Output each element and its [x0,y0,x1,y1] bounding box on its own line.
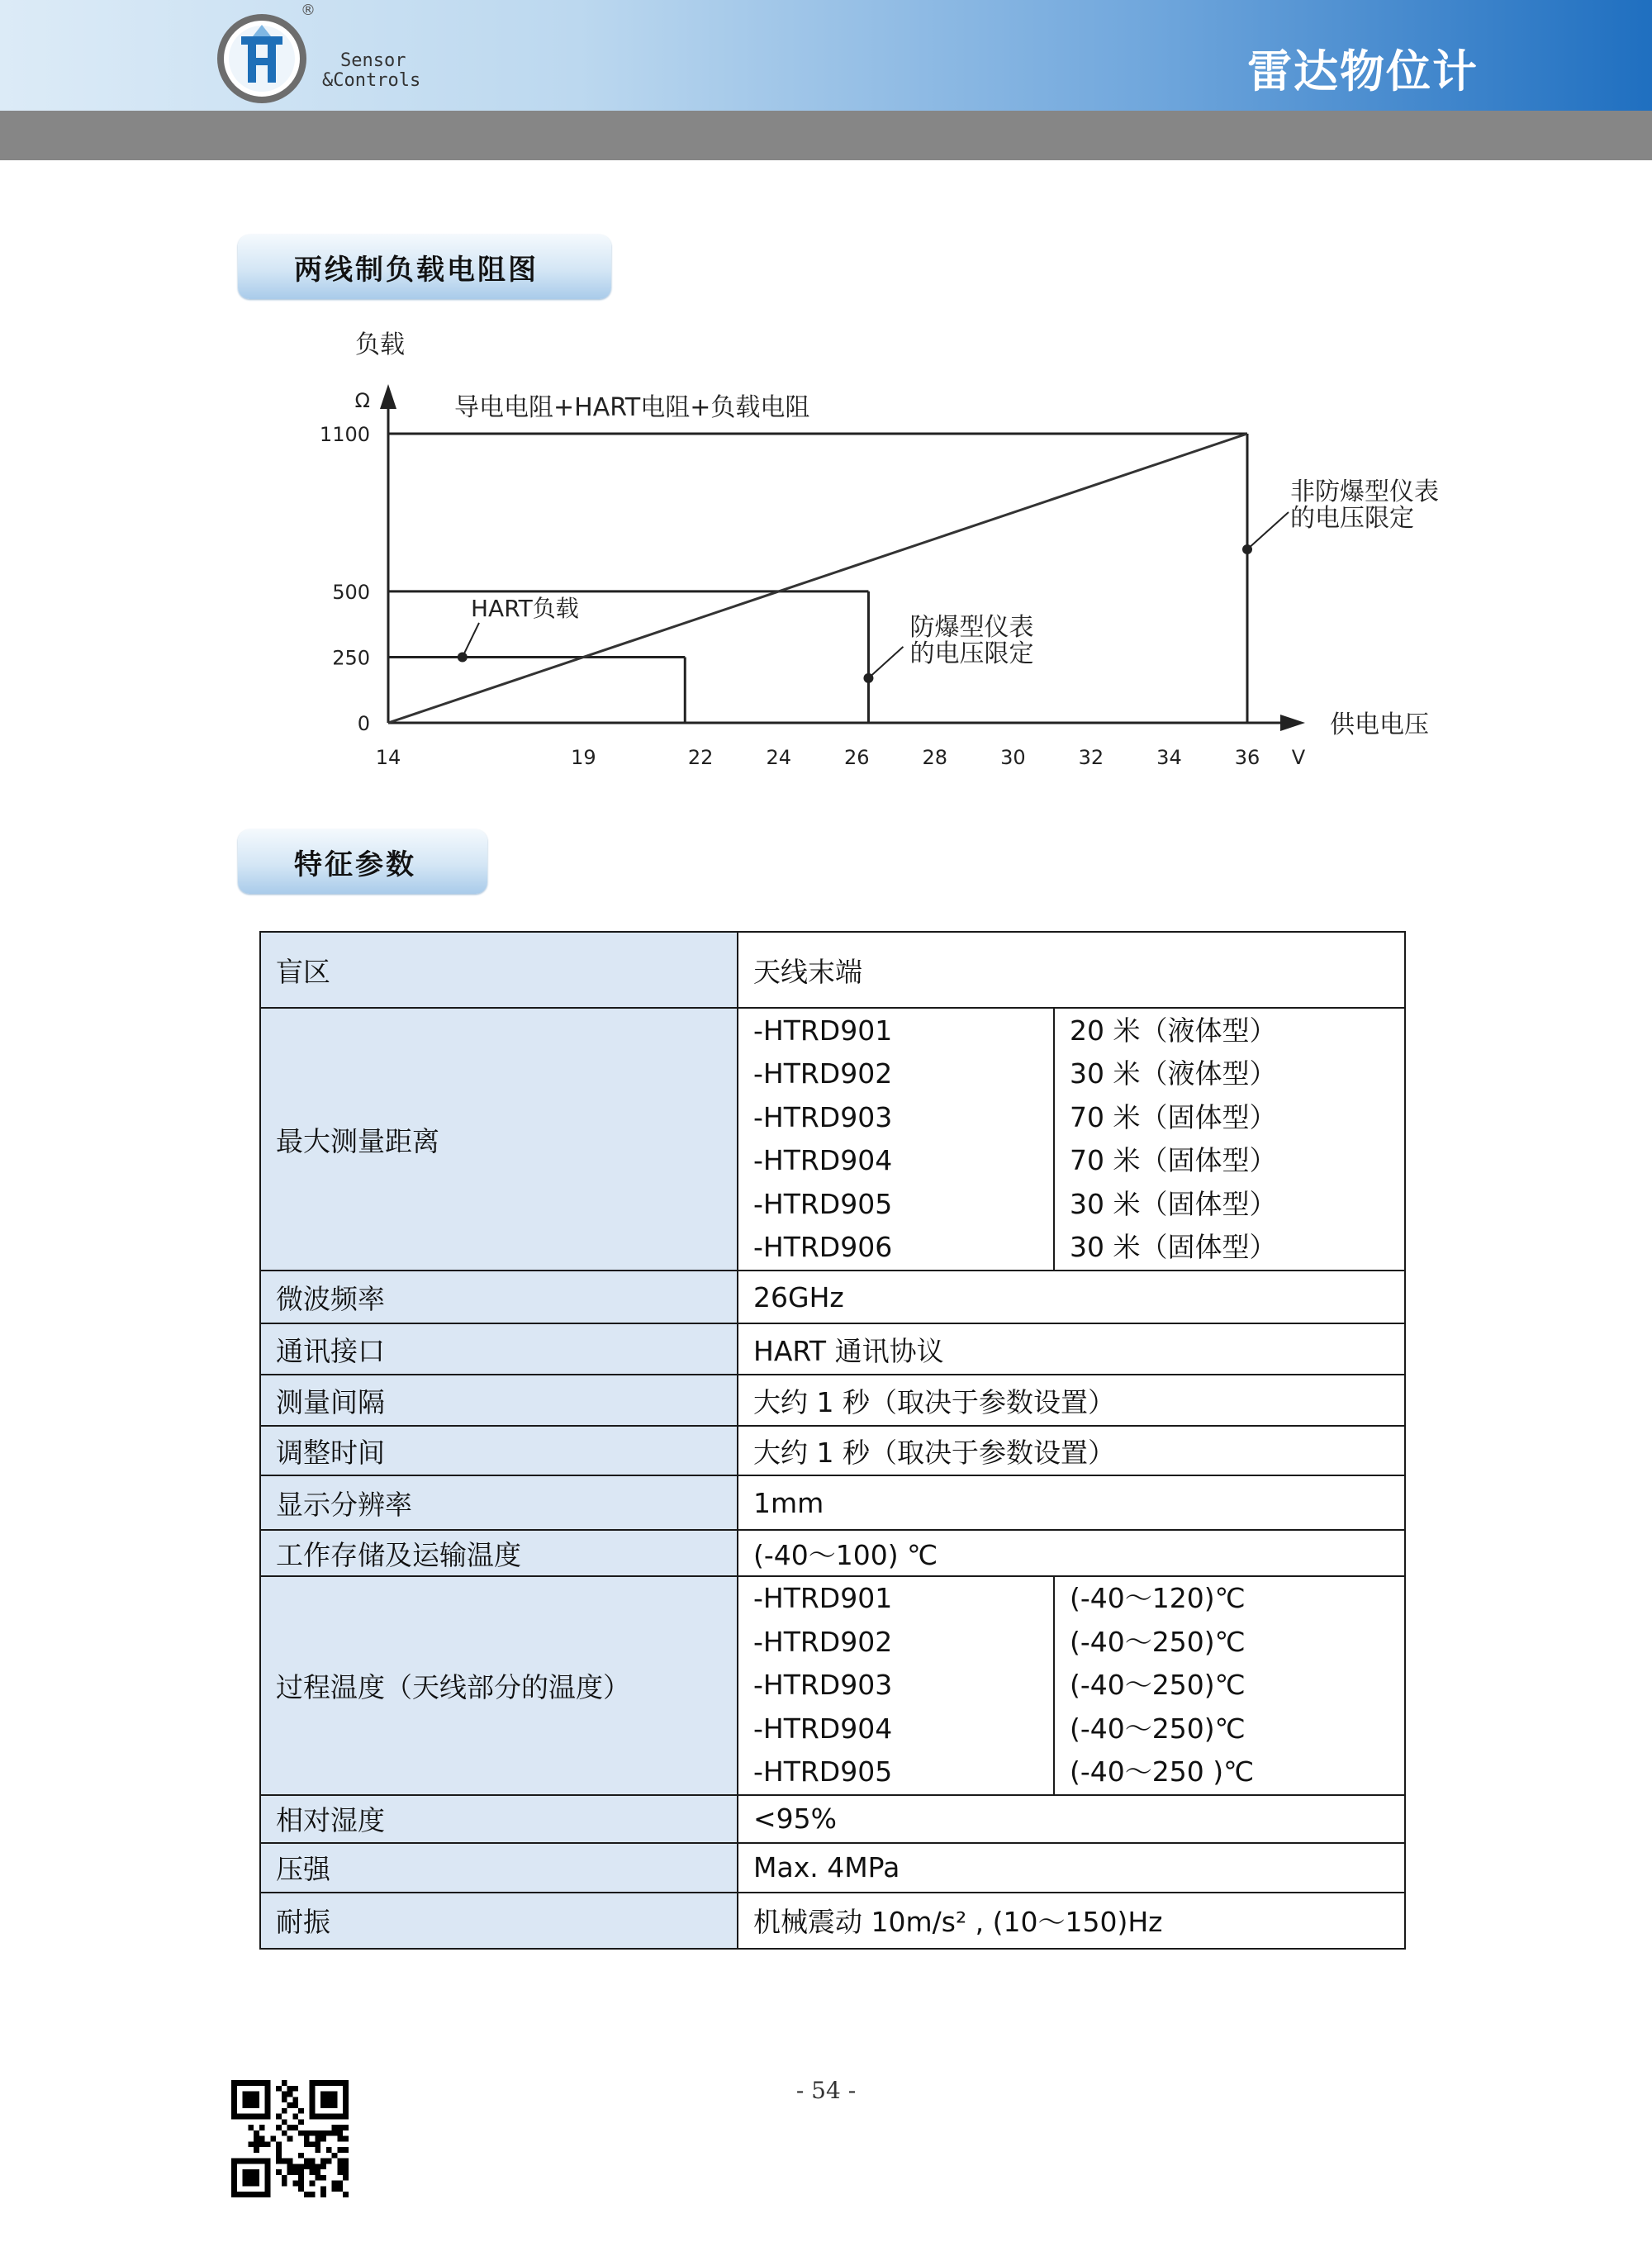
qr-module [310,2192,316,2197]
model-code: -HTRD905 [753,1755,893,1788]
table-row-frequency [260,1271,1405,1323]
section-heading-features: 特征参数 [238,829,487,894]
range-value: 30 米（固体型） [1070,1187,1277,1220]
qr-module [292,2181,298,2187]
process-temp-models [738,1576,1054,1795]
temp-value: (-40～250)℃ [1070,1669,1246,1701]
page-title: 雷达物位计 [1247,45,1479,97]
x-axis-unit: V [1291,746,1306,769]
qr-module [276,2114,282,2120]
company-logo-icon [216,13,307,104]
ex-limit-leader [868,647,903,678]
qr-module [310,2181,316,2187]
table-row-pressure [260,1843,1405,1893]
qr-module [332,2186,338,2192]
spec-label: 盲区 [260,932,738,1008]
qr-module [320,2130,326,2136]
x-axis-label: 供电电压 [1330,710,1429,739]
qr-module [315,2130,320,2136]
table-row-resolution [260,1475,1405,1530]
spec-value: 26GHz [738,1271,1405,1323]
qr-module [298,2186,304,2192]
spec-value: HART 通讯协议 [738,1323,1405,1375]
qr-module [259,2125,265,2130]
qr-module [320,2175,326,2181]
qr-module [298,2130,304,2136]
qr-module [326,2130,332,2136]
max-range-models [738,1008,1054,1271]
qr-module [259,2136,265,2142]
qr-module [332,2130,338,2136]
range-value: 70 米（固体型） [1070,1144,1277,1176]
x-tick-label: 26 [843,746,870,769]
qr-module [304,2192,310,2197]
temp-value: (-40～120)℃ [1070,1582,1246,1614]
annotation-total-resistance: 导电电阻+HART电阻+负载电阻 [454,393,810,422]
qr-module [337,2186,343,2192]
model-code: -HTRD902 [753,1057,893,1090]
x-tick-label: 32 [1078,746,1104,769]
load-resistance-chart [281,330,1487,793]
qr-module [254,2141,259,2147]
spec-value: <95% [738,1795,1405,1843]
x-tick-label: 36 [1234,746,1260,769]
qr-module [276,2147,282,2153]
table-row-process-temp [260,1576,1405,1795]
x-tick-label: 14 [375,746,401,769]
annotation-ex-limit-2: 的电压限定 [909,639,1034,668]
y-axis-label: 负载 [355,330,405,359]
temp-value: (-40～250)℃ [1070,1625,1246,1658]
qr-module [315,2141,320,2147]
qr-module [332,2153,338,2159]
qr-module [298,2119,304,2125]
qr-module [315,2136,320,2142]
process-temp-values [1054,1576,1405,1795]
qr-module [304,2159,310,2164]
qr-module [282,2108,287,2114]
qr-module [287,2125,293,2130]
qr-module [248,2125,254,2130]
x-tick-label: 34 [1156,746,1182,769]
model-code: -HTRD904 [753,1712,893,1745]
qr-module [276,2141,282,2147]
qr-module [337,2147,343,2153]
qr-module [337,2125,343,2130]
qr-module [270,2136,276,2142]
spec-value: 机械震动 10m/s² , (10～150)Hz [738,1893,1405,1949]
qr-module [304,2164,310,2169]
qr-module [292,2169,298,2175]
spec-label: 显示分辨率 [260,1475,738,1530]
spec-value: 1mm [738,1475,1405,1530]
nonex-limit-leader [1247,512,1289,549]
qr-module [254,2136,259,2142]
qr-module [343,2125,349,2130]
qr-module [332,2181,338,2187]
temp-value: (-40～250)℃ [1070,1712,1246,1745]
qr-module [343,2147,349,2153]
y-tick-label: 250 [332,646,370,670]
model-code: -HTRD904 [753,1144,893,1176]
table-row-storage-temp [260,1530,1405,1576]
qr-module [343,2136,349,2142]
range-value: 30 米（固体型） [1070,1231,1277,1263]
table-row-max-range [260,1008,1405,1271]
qr-module [287,2169,293,2175]
qr-module [343,2175,349,2181]
spec-value: (-40～100) ℃ [738,1530,1405,1576]
qr-module [310,2169,316,2175]
qr-module [254,2130,259,2136]
spec-value: 大约 1 秒（取决于参数设置） [738,1426,1405,1475]
qr-module [298,2153,304,2159]
y-tick-label: 0 [357,712,370,735]
x-tick-label: 22 [687,746,714,769]
brand-text [322,51,420,91]
qr-module [287,2136,293,2142]
spec-value: 天线末端 [738,932,1405,1008]
qr-module [337,2164,343,2169]
qr-module [292,2125,298,2130]
qr-module [282,2181,287,2187]
header-banner [0,0,1652,111]
qr-module [282,2130,287,2136]
qr-module [310,2130,316,2136]
section-heading-load-chart: 两线制负载电阻图 [238,235,611,299]
x-tick-label: 24 [766,746,792,769]
qr-module [320,2192,326,2197]
qr-module [282,2175,287,2181]
qr-module [343,2164,349,2169]
spec-label: 最大测量距离 [260,1008,738,1271]
x-tick-label: 19 [571,746,596,769]
table-row-humidity [260,1795,1405,1843]
range-value: 30 米（液体型） [1070,1057,1277,1090]
spec-label: 调整时间 [260,1426,738,1475]
qr-module [276,2169,282,2175]
qr-module [276,2153,282,2159]
qr-module [282,2159,287,2164]
x-tick-label: 30 [1000,746,1026,769]
model-code: -HTRD901 [753,1014,893,1047]
qr-module [315,2164,320,2169]
qr-module [259,2141,265,2147]
qr-module [320,2164,326,2169]
qr-module [337,2130,343,2136]
range-value: 20 米（液体型） [1070,1014,1277,1047]
qr-module [248,2141,254,2147]
hart-load-leader [463,623,479,658]
y-tick-label: 1100 [319,423,370,446]
qr-module [343,2159,349,2164]
table-row-adjust-time [260,1426,1405,1475]
qr-module [304,2130,310,2136]
qr-module [337,2159,343,2164]
qr-module [304,2141,310,2147]
qr-module [315,2169,320,2175]
qr-module [332,2125,338,2130]
annotation-hart-load: HART负载 [471,594,579,622]
qr-module [310,2141,316,2147]
qr-module [298,2181,304,2187]
spec-label: 压强 [260,1843,738,1893]
qr-module [292,2114,298,2120]
brand-line-1: Sensor [340,50,406,71]
model-code: -HTRD903 [753,1669,893,1701]
qr-module [315,2147,320,2153]
qr-module [320,2136,326,2142]
qr-module [287,2159,293,2164]
qr-module [298,2175,304,2181]
qr-module [337,2136,343,2142]
spec-label: 过程温度（天线部分的温度） [260,1576,738,1795]
model-code: -HTRD903 [753,1100,893,1133]
spec-value: Max. 4MPa [738,1843,1405,1893]
y-axis-arrow [380,384,396,409]
temp-value: (-40～250 )℃ [1070,1755,1255,1788]
qr-module [326,2159,332,2164]
x-axis-arrow [1280,715,1305,731]
model-code: -HTRD905 [753,1187,893,1220]
table-row-blind-zone [260,932,1405,1008]
registered-mark: ® [301,2,316,19]
x-tick-label: 28 [922,746,948,769]
load-line-series [388,434,1247,723]
qr-module [287,2164,293,2169]
hart-load-marker [458,652,468,662]
brand-line-2: &Controls [322,70,421,91]
table-row-vibration [260,1893,1405,1949]
qr-module [265,2141,271,2147]
model-code: -HTRD901 [753,1582,893,1614]
qr-module [326,2147,332,2153]
qr-module [304,2136,310,2142]
annotation-ex-limit-1: 防爆型仪表 [909,612,1034,642]
qr-module [276,2159,282,2164]
qr-module [243,2169,259,2186]
model-code: -HTRD906 [753,1231,893,1263]
spec-label: 工作存储及运输温度 [260,1530,738,1576]
spec-table [259,931,1406,1950]
spec-label: 测量间隔 [260,1375,738,1426]
qr-module [343,2169,349,2175]
qr-module [298,2164,304,2169]
spec-value: 大约 1 秒（取决于参数设置） [738,1375,1405,1426]
spec-label: 耐振 [260,1893,738,1949]
page-number: - 54 - [795,2077,857,2104]
table-row-interval [260,1375,1405,1426]
qr-module [337,2181,343,2187]
qr-module [320,2186,326,2192]
qr-module [310,2164,316,2169]
y-axis-unit: Ω [354,389,370,412]
spec-label: 相对湿度 [260,1795,738,1843]
y-tick-label: 500 [332,580,370,604]
model-code: -HTRD902 [753,1625,893,1658]
annotation-nonex-limit-1: 非防爆型仪表 [1290,477,1439,506]
max-range-values [1054,1008,1405,1271]
qr-module [337,2169,343,2175]
spec-label: 微波频率 [260,1271,738,1323]
qr-module [254,2147,259,2153]
annotation-nonex-limit-2: 的电压限定 [1290,504,1414,533]
spec-label: 通讯接口 [260,1323,738,1375]
qr-module [298,2108,304,2114]
qr-module [276,2125,282,2130]
qr-module [298,2169,304,2175]
header-divider-strip [0,111,1652,160]
qr-module [292,2164,298,2169]
qr-module [320,2159,326,2164]
qr-module [310,2159,316,2164]
qr-module [282,2119,287,2125]
table-row-interface [260,1323,1405,1375]
qr-module [343,2192,349,2197]
range-value: 70 米（固体型） [1070,1100,1277,1133]
qr-module [315,2175,320,2181]
